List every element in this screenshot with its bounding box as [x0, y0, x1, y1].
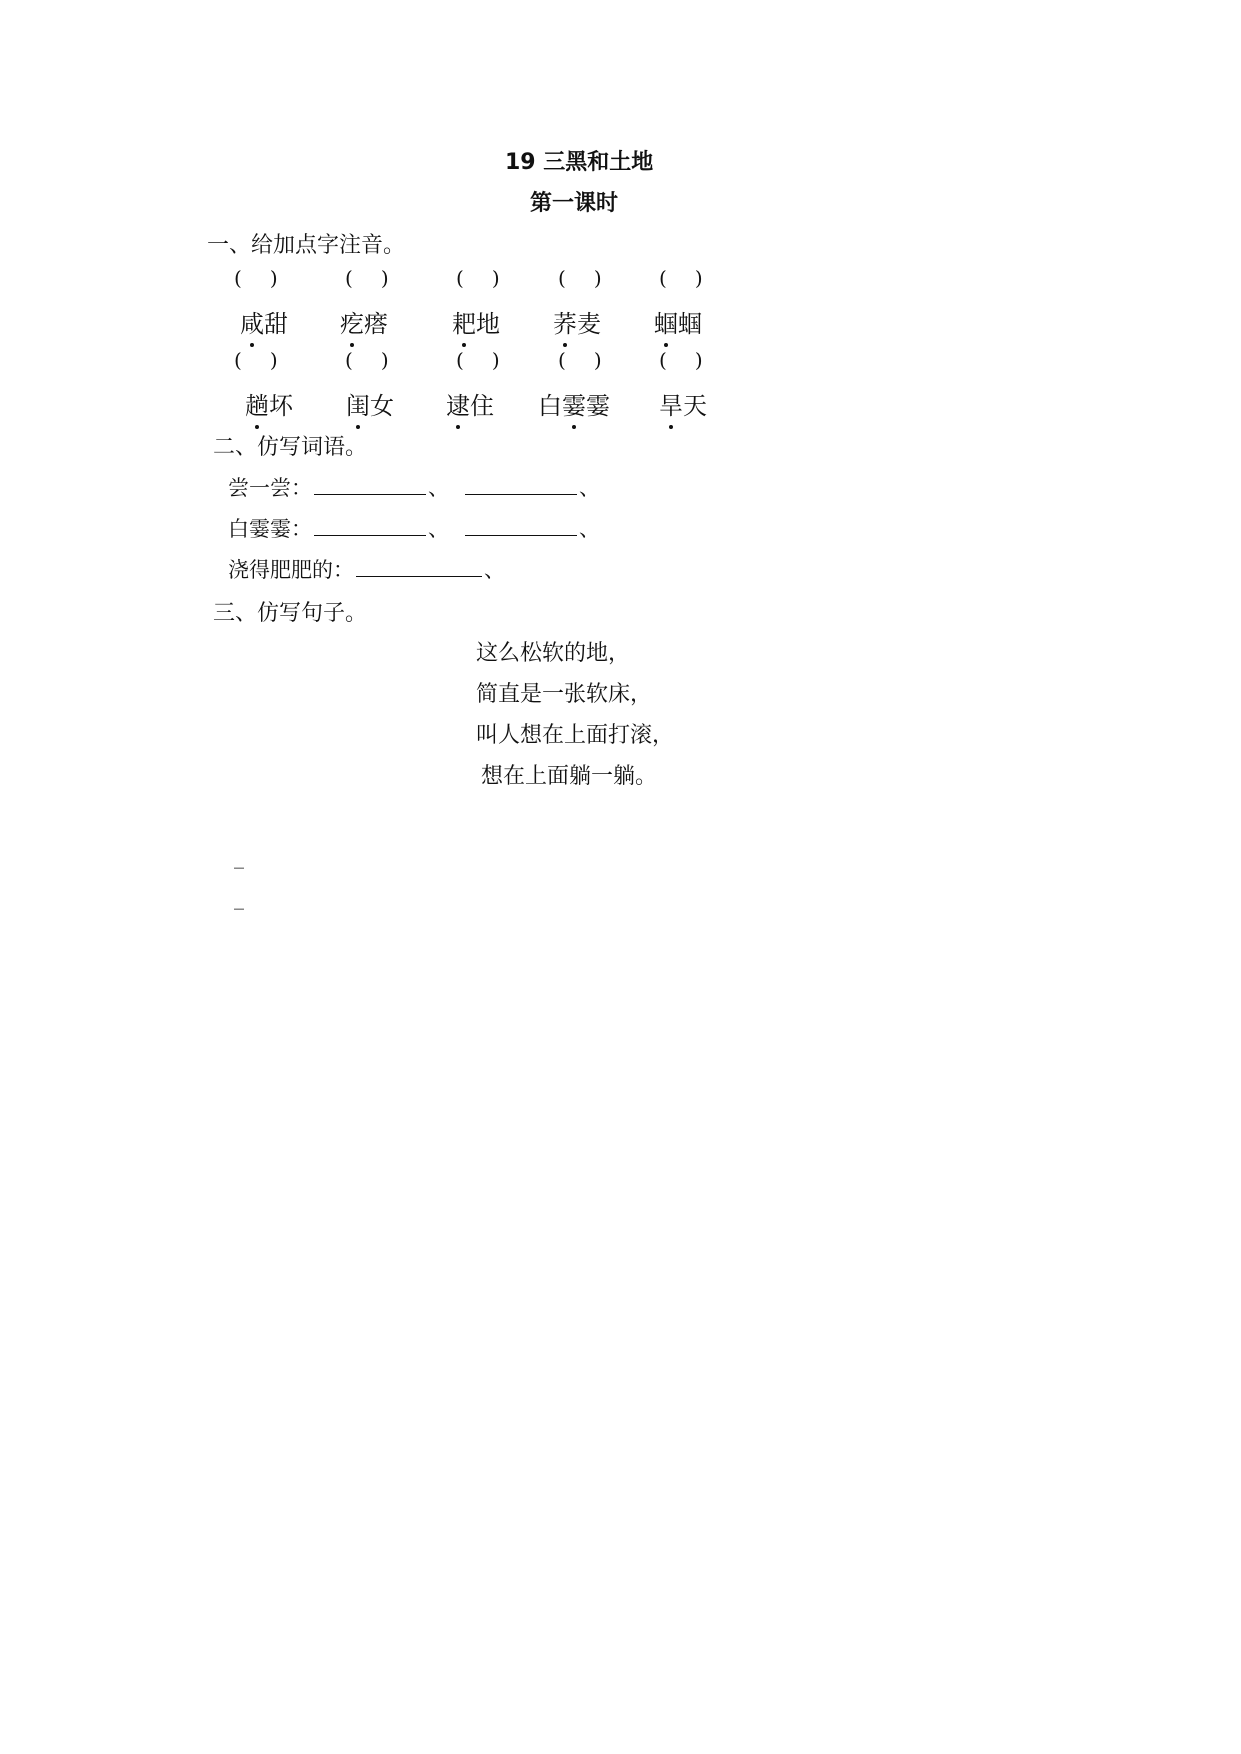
poem-line: 简直是一张软床， — [476, 682, 653, 707]
dotted-char: 疙 — [340, 304, 364, 339]
word-item — [538, 386, 610, 421]
answer-blank[interactable] — [465, 515, 577, 536]
word-rest: 麦 — [577, 310, 601, 338]
word-item — [553, 304, 601, 339]
pinyin-blank[interactable]: ( ) — [456, 266, 500, 290]
pinyin-blank[interactable]: ( ) — [345, 348, 389, 372]
dotted-char: 霎 — [562, 386, 586, 421]
imitation-row — [228, 554, 505, 584]
separator: 、 — [428, 476, 449, 500]
word-item — [340, 304, 388, 339]
section1-heading: 一、给加点字注音。 — [207, 233, 406, 258]
word-item — [446, 386, 494, 421]
word-rest: 霎 — [586, 392, 610, 420]
word-prefix: 白 — [538, 392, 562, 420]
word-item — [346, 386, 394, 421]
separator: 、 — [579, 476, 600, 500]
imitation-row — [228, 472, 600, 502]
answer-blank[interactable] — [314, 474, 426, 495]
word-rest: 蝈 — [678, 310, 702, 338]
word-rest: 坏 — [269, 392, 293, 420]
word-item — [659, 386, 707, 421]
dotted-char: 蝈 — [654, 304, 678, 339]
imitation-row — [228, 513, 600, 543]
separator: 、 — [428, 517, 449, 541]
separator: 、 — [484, 558, 505, 582]
poem-line: 这么松软的地， — [476, 641, 631, 666]
dotted-char: 荞 — [553, 304, 577, 339]
dotted-char: 趟 — [245, 386, 269, 421]
imitation-label: 尝一尝： — [228, 476, 312, 500]
answer-blank[interactable] — [465, 474, 577, 495]
word-item — [245, 386, 293, 421]
lesson-subtitle: 第一课时 — [530, 191, 619, 216]
word-rest: 住 — [470, 392, 494, 420]
pinyin-blank[interactable]: ( ) — [234, 266, 278, 290]
poem-line: 叫人想在上面打滚， — [476, 723, 675, 748]
section3-heading: 三、仿写句子。 — [213, 601, 368, 626]
word-rest: 天 — [683, 392, 707, 420]
answer-blank[interactable] — [314, 515, 426, 536]
dotted-char: 耙 — [452, 304, 476, 339]
word-rest: 地 — [476, 310, 500, 338]
dotted-char: 咸 — [240, 304, 264, 339]
dotted-char: 闺 — [346, 386, 370, 421]
pinyin-blank[interactable]: ( ) — [659, 266, 703, 290]
answer-blank[interactable] — [356, 556, 482, 577]
word-rest: 瘩 — [364, 310, 388, 338]
section2-heading: 二、仿写词语。 — [213, 435, 368, 460]
poem-line: 想在上面躺一躺。 — [481, 764, 658, 789]
imitation-label: 白霎霎： — [228, 517, 312, 541]
answer-line-mark[interactable]: _ — [234, 845, 244, 869]
pinyin-blank[interactable]: ( ) — [558, 348, 602, 372]
word-rest: 甜 — [264, 310, 288, 338]
word-rest: 女 — [370, 392, 394, 420]
imitation-label: 浇得肥肥的： — [228, 558, 354, 582]
pinyin-blank[interactable]: ( ) — [456, 348, 500, 372]
separator: 、 — [579, 517, 600, 541]
word-item — [654, 304, 702, 339]
pinyin-blank[interactable]: ( ) — [234, 348, 278, 372]
word-item — [452, 304, 500, 339]
pinyin-blank[interactable]: ( ) — [345, 266, 389, 290]
word-item — [240, 304, 288, 339]
page-title: 19 三黑和土地 — [505, 150, 654, 175]
pinyin-blank[interactable]: ( ) — [558, 266, 602, 290]
dotted-char: 旱 — [659, 386, 683, 421]
answer-line-mark[interactable]: _ — [234, 886, 244, 910]
dotted-char: 逮 — [446, 386, 470, 421]
pinyin-blank[interactable]: ( ) — [659, 348, 703, 372]
